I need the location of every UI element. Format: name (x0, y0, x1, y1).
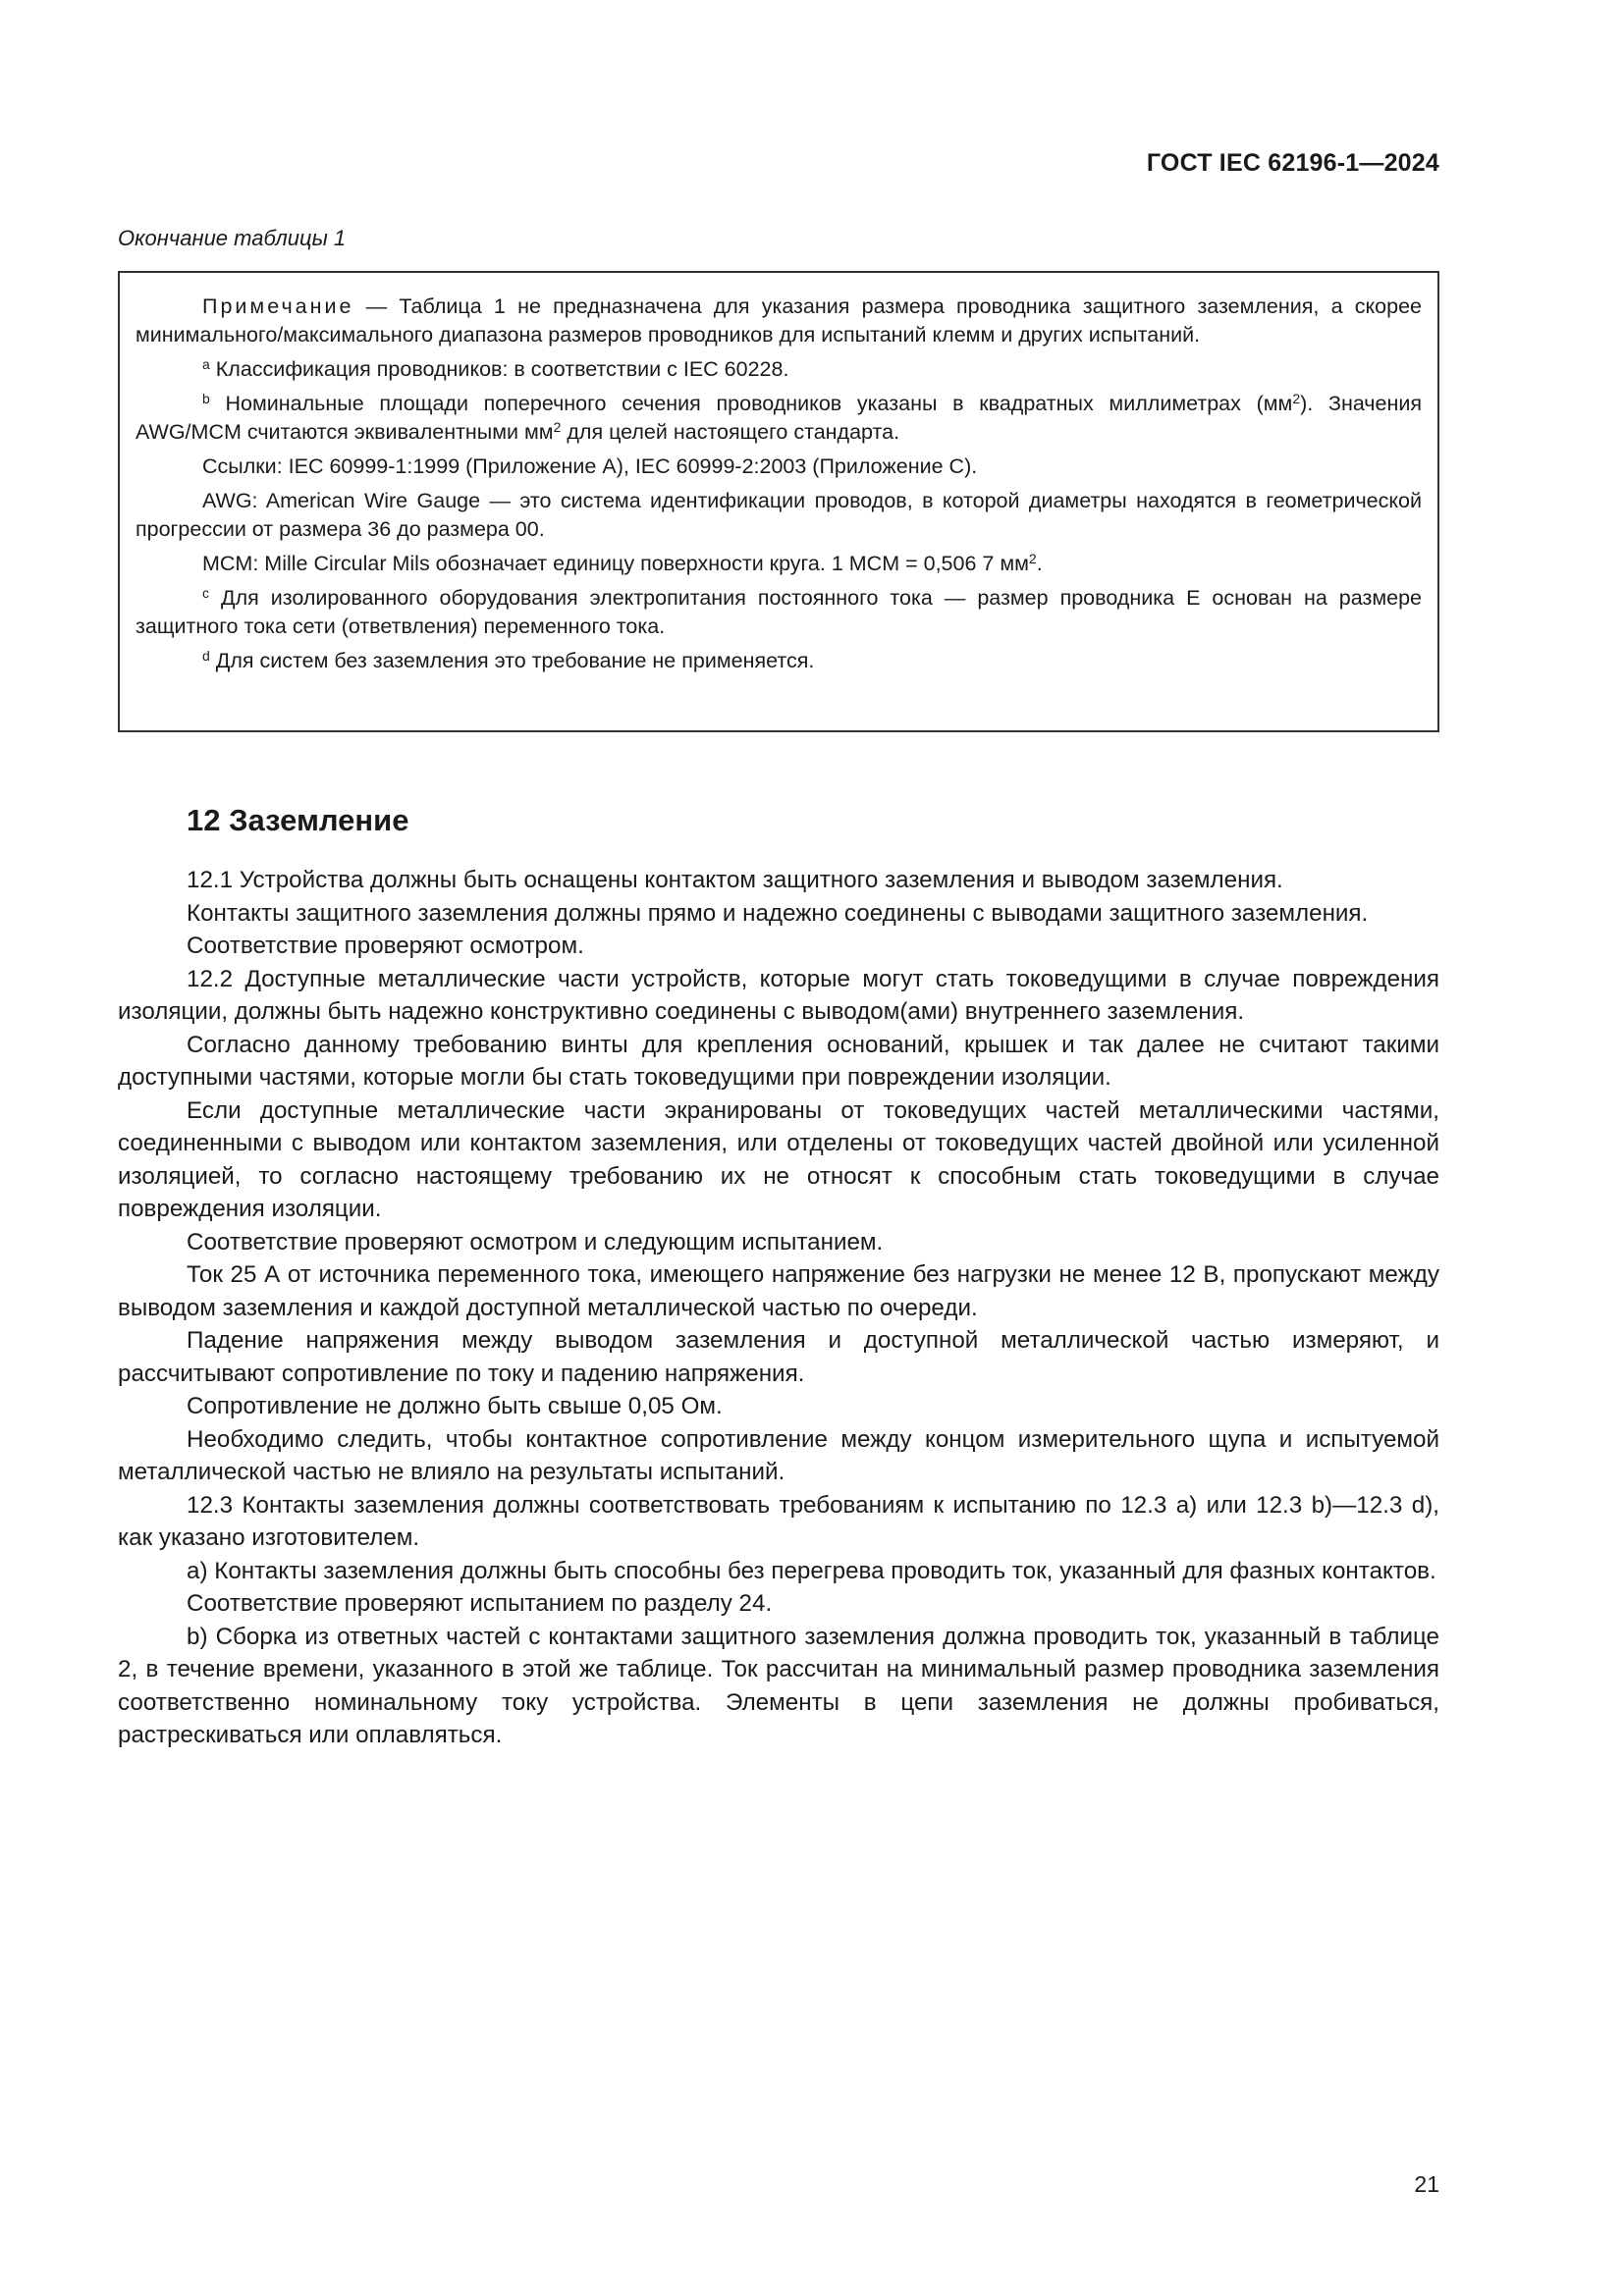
table-continuation-label: Окончание таблицы 1 (118, 226, 347, 250)
paragraph: b) Сборка из ответных частей с контактами защитного заземления должна проводить ток, указанный в таблице 2, в течение времени, указанного в этой же таблице. Ток рассчитан на минимальный размер проводника заземления соответственно номинальному току устройства. Элементы в цепи заземления не должны пробиваться, растрескиваться или оплавляться. (118, 1623, 1439, 1748)
paragraph: Соответствие проверяют испытанием по разделу 24. (187, 1590, 773, 1617)
footnote-a-text: Классификация проводников: в соответствии с IEC 60228. (215, 357, 789, 381)
paragraph: Падение напряжения между выводом заземления и доступной металлической частью измеряют, и рассчитывают сопротивление по току и падению напряжения. (118, 1327, 1439, 1387)
footnote-b-sup-1: 2 (1292, 391, 1301, 406)
footnote-a-mark: a (202, 356, 210, 372)
footnote-c (135, 584, 1422, 641)
paragraph: Если доступные металлические части экранированы от токоведущих частей металлическими частями, соединенными с выводом или контактом заземления, или отделены от токоведущих частей двойной или усиленной изоляцией, то согласно настоящему требованию их не относят к способным стать токоведущими в случае повреждения изоляции. (118, 1096, 1439, 1222)
paragraph: Соответствие проверяют осмотром. (187, 933, 584, 959)
paragraph: 12.3 Контакты заземления должны соответствовать требованиям к испытанию по 12.3 а) или 12.3 b)—12.3 d), как указано изготовителем. (118, 1491, 1439, 1551)
note-label: Примечание (202, 294, 354, 318)
references-line: Ссылки: IEC 60999-1:1999 (Приложение A), IEC 60999-2:2003 (Приложение C). (202, 454, 978, 478)
paragraph: Сопротивление не должно быть свыше 0,05 Ом. (187, 1393, 723, 1419)
paragraph: a) Контакты заземления должны быть способны без перегрева проводить ток, указанный для фазных контактов. (187, 1557, 1436, 1584)
table-notes-box (118, 271, 1439, 732)
paragraph: Ток 25 А от источника переменного тока, имеющего напряжение без нагрузки не менее 12 В, пропускают между выводом заземления и каждой доступной металлической частью по очереди. (118, 1261, 1439, 1321)
footnote-d-text: Для систем без заземления это требование не применяется. (215, 649, 815, 672)
mcm-end: . (1036, 552, 1043, 575)
paragraph: 12.1 Устройства должны быть оснащены контактом защитного заземления и выводом заземления. (187, 867, 1283, 893)
footnote-b-mark: b (202, 391, 210, 406)
footnote-d (135, 647, 1422, 675)
footnote-a (135, 355, 1422, 384)
paragraph: Согласно данному требованию винты для крепления оснований, крышек и так далее не считают такими доступными частями, которые могли бы стать токоведущими при повреждении изоляции. (118, 1031, 1439, 1091)
footnote-c-mark: c (202, 585, 209, 601)
footnote-b-text-3: для целей настоящего стандарта. (561, 420, 900, 444)
mcm-definition (135, 550, 1422, 578)
paragraph: Необходимо следить, чтобы контактное сопротивление между концом измерительного щупа и испытуемой металлической частью не влияло на результаты испытаний. (118, 1425, 1439, 1485)
section-body (118, 864, 1439, 1752)
paragraph: Контакты защитного заземления должны прямо и надежно соединены с выводами защитного заземления. (187, 899, 1369, 927)
footnote-b-text-2: ). Значения AWG/MCM считаются эквивалентными мм (135, 392, 1422, 444)
page-number: 21 (1414, 2171, 1439, 2197)
footnote-b-text-1: Номинальные площади поперечного сечения проводников указаны в квадратных миллиметрах (мм (225, 392, 1293, 415)
mcm-sup: 2 (1028, 551, 1037, 566)
section-heading: 12 Заземление (187, 803, 409, 837)
note-paragraph (135, 293, 1422, 349)
note-text: — Таблица 1 не предназначена для указания размера проводника защитного заземления, а скорее минимального/максимального диапазона размеров проводников для испытаний клемм и других испытаний. (135, 294, 1422, 347)
footnote-c-text: Для изолированного оборудования электропитания постоянного тока — размер проводника E основан на размере защитного тока сети (ответвления) переменного тока. (135, 586, 1422, 638)
document-code: ГОСТ IEC 62196-1—2024 (1146, 149, 1439, 177)
footnote-d-mark: d (202, 648, 210, 664)
paragraph: 12.2 Доступные металлические части устройств, которые могут стать токоведущими в случае повреждения изоляции, должны быть надежно конструктивно соединены с выводом(ами) внутреннего заземления. (118, 965, 1439, 1025)
awg-definition: AWG: American Wire Gauge — это система идентификации проводов, в которой диаметры находятся в геометрической прогрессии от размера 36 до размера 00. (135, 489, 1422, 541)
footnote-b (135, 390, 1422, 447)
mcm-text: MCM: Mille Circular Mils обозначает единицу поверхности круга. 1 MCM = 0,506 7 мм (202, 552, 1029, 575)
paragraph: Соответствие проверяют осмотром и следующим испытанием. (187, 1228, 884, 1255)
footnote-b-sup-2: 2 (553, 419, 562, 435)
